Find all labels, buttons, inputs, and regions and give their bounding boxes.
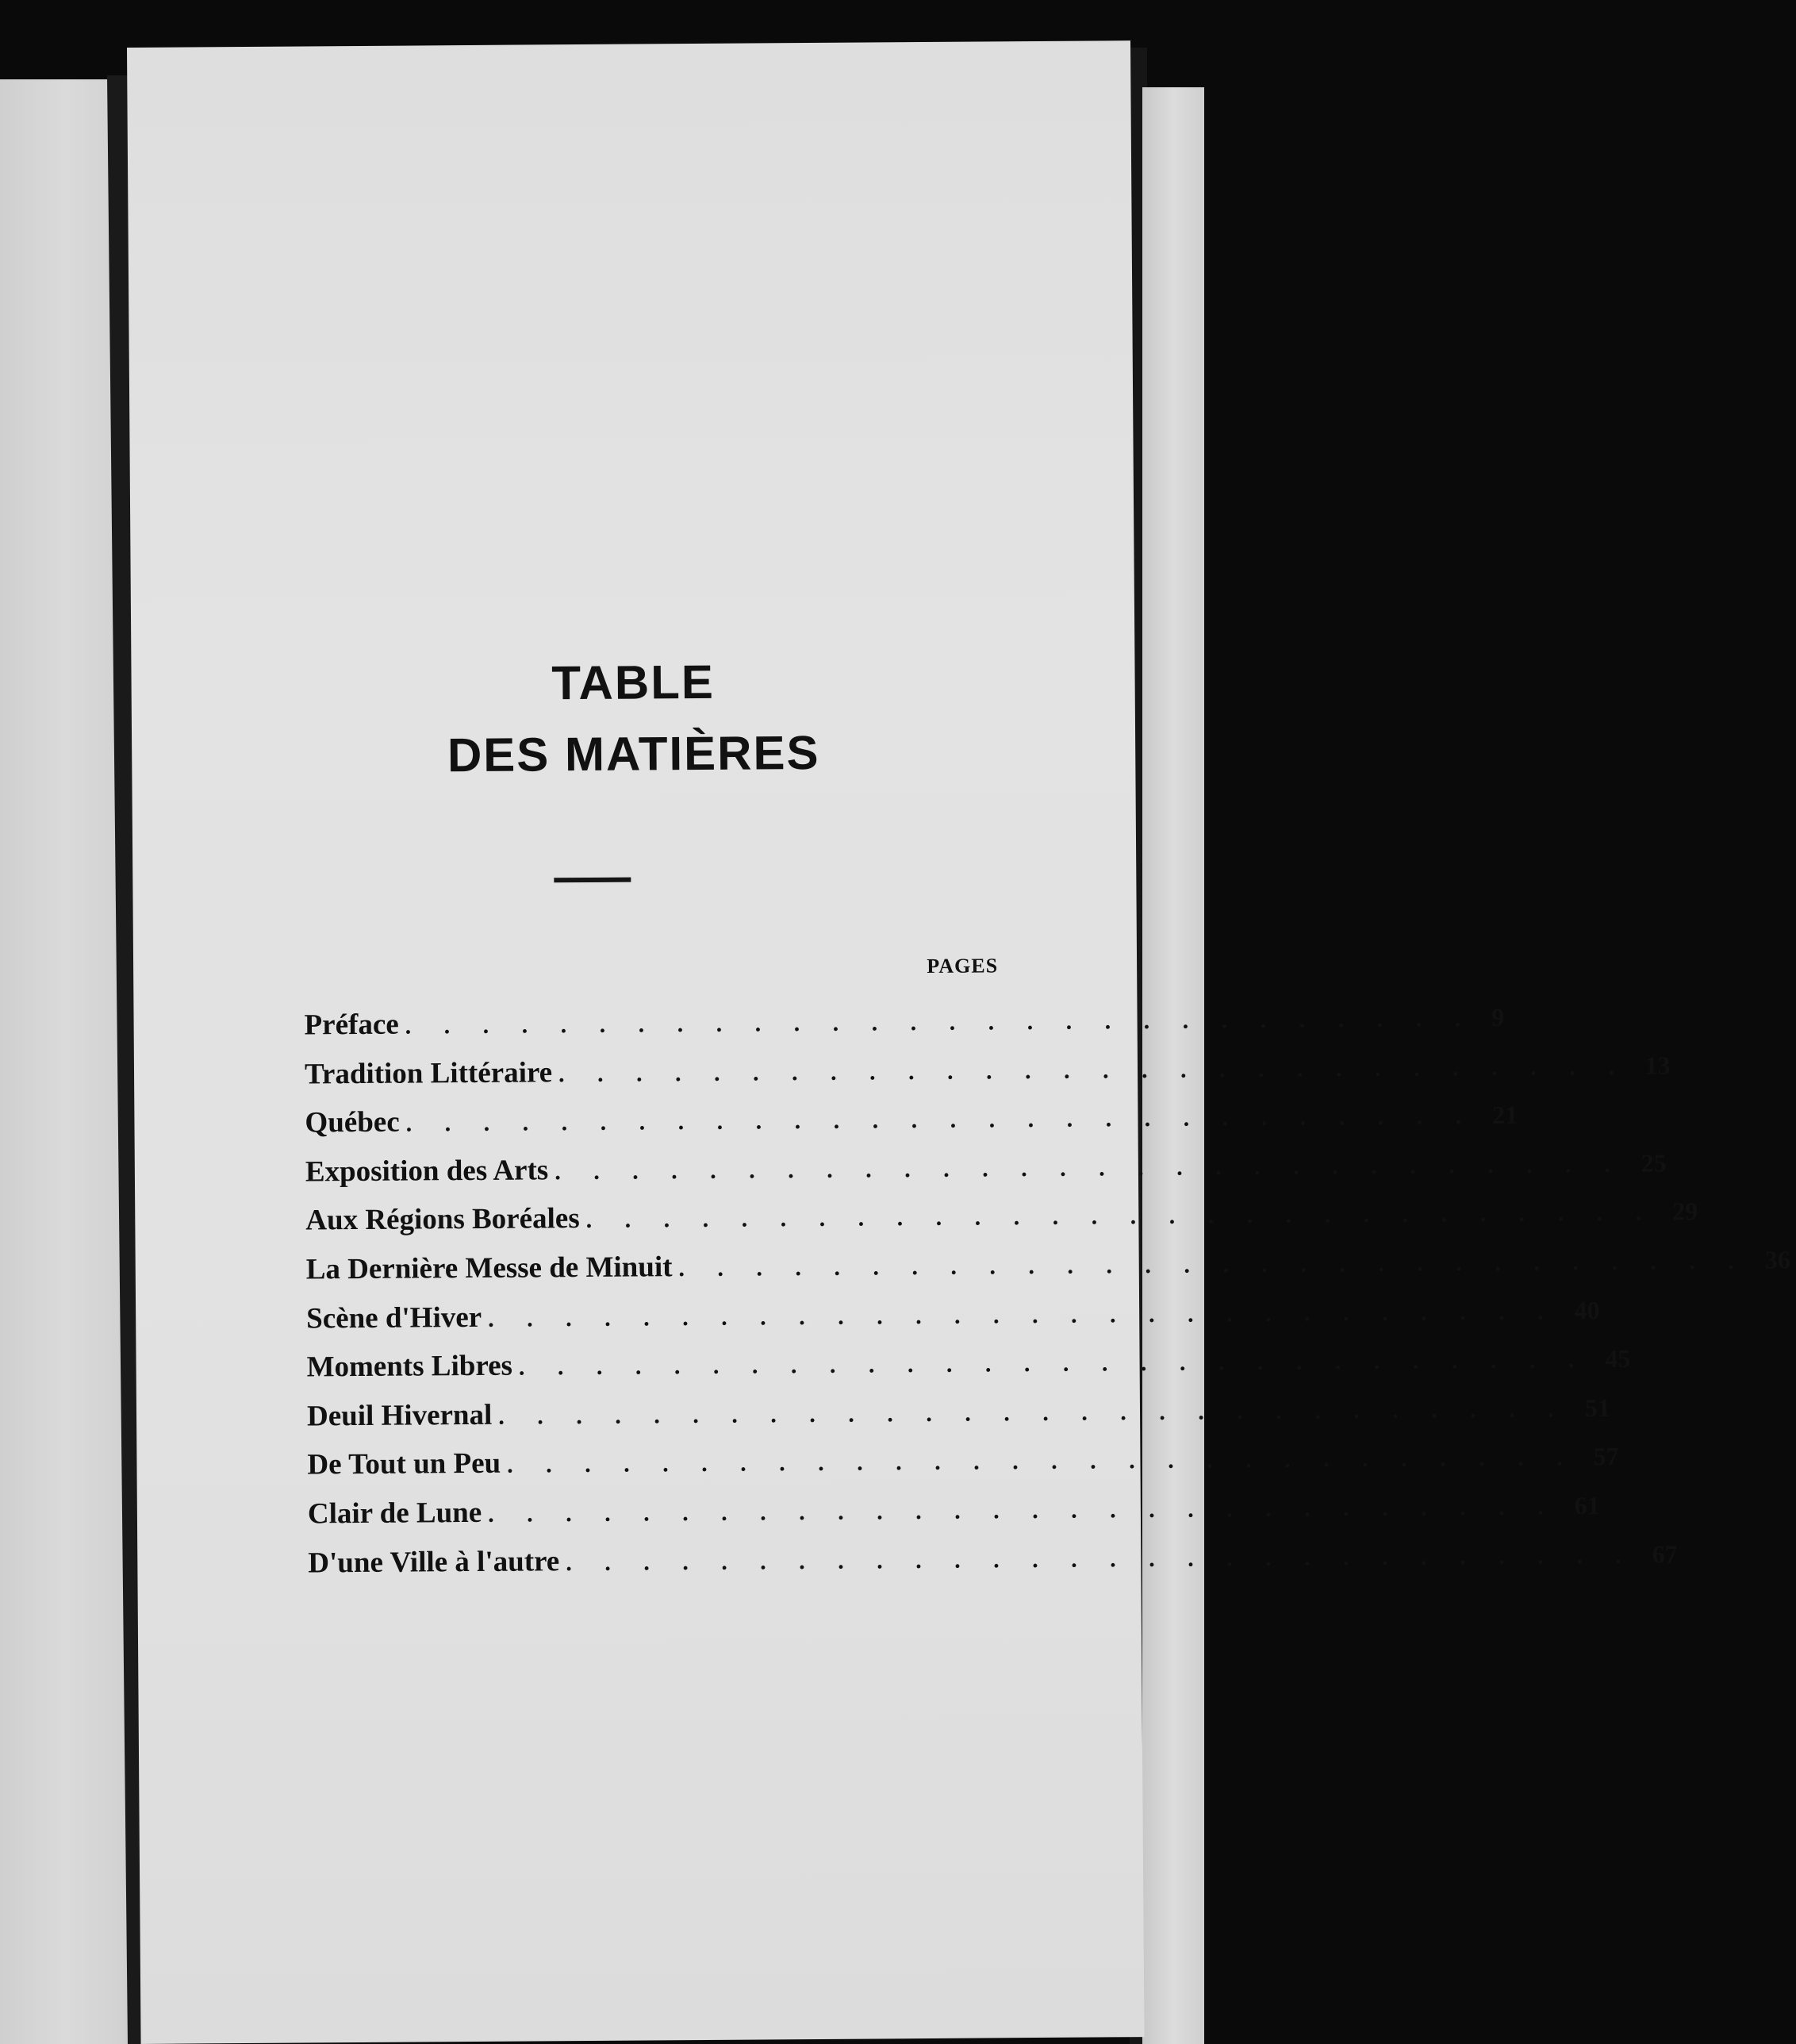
dot-leader: . . . . . . . . . . . . . . . . . . . . . . . . . . . . — [488, 1298, 1557, 1332]
toc-entry[interactable] — [306, 1343, 1631, 1399]
toc-entry[interactable] — [307, 1491, 1600, 1546]
dot-leader: . . . . . . . . . . . . . . . . . . . . . . . . . . . . — [405, 1103, 1476, 1137]
toc-entry-title: Exposition des Arts — [305, 1154, 549, 1189]
toc-entry-title: Deuil Hivernal — [306, 1398, 493, 1433]
toc-entry-page: 29 — [1671, 1197, 1698, 1226]
toc-entry[interactable] — [304, 1002, 1505, 1057]
toc-entry[interactable] — [305, 1197, 1698, 1253]
toc-entry-title: Tradition Littéraire — [304, 1055, 553, 1091]
pages-column-header: PAGES — [927, 954, 999, 978]
dot-leader: . . . . . . . . . . . . . . . . . . . . . . . . . . . . — [555, 1151, 1624, 1185]
toc-entry-title: Clair de Lune — [307, 1496, 482, 1531]
toc-entry-page: 61 — [1574, 1491, 1600, 1520]
title-divider — [554, 878, 631, 883]
toc-entry-page: 25 — [1641, 1148, 1667, 1178]
toc-entry[interactable] — [306, 1393, 1610, 1448]
dot-leader: . . . . . . . . . . . . . . . . . . . . . . . . . . . . — [585, 1199, 1656, 1234]
toc-entry[interactable] — [305, 1148, 1667, 1204]
toc-entry[interactable] — [308, 1539, 1678, 1595]
toc-entry[interactable] — [306, 1295, 1600, 1350]
toc-entry-title: De Tout un Peu — [307, 1447, 501, 1481]
toc-entry-title: Scène d'Hiver — [306, 1301, 482, 1335]
toc-entry-title: Québec — [305, 1105, 400, 1139]
toc-entry-page: 21 — [1492, 1100, 1518, 1130]
toc-entry[interactable] — [307, 1442, 1619, 1497]
toc-entry-title: La Dernière Messe de Minuit — [305, 1251, 673, 1286]
toc-entry-title: Moments Libres — [306, 1349, 513, 1384]
toc-entry[interactable] — [304, 1051, 1671, 1106]
toc-entry-page: 40 — [1574, 1295, 1600, 1324]
dot-leader: . . . . . . . . . . . . . . . . . . . . . . . . . . . . — [566, 1542, 1635, 1576]
toc-entry-title: D'une Ville à l'autre — [308, 1544, 560, 1579]
dot-leader: . . . . . . . . . . . . . . . . . . . . . . . . . . . . — [507, 1444, 1576, 1479]
dot-leader: . . . . . . . . . . . . . . . . . . . . . . . . . . . . — [488, 1493, 1557, 1527]
toc-list — [304, 1002, 1791, 1594]
toc-entry-page: 13 — [1644, 1051, 1671, 1080]
toc-entry-page: 9 — [1491, 1002, 1505, 1032]
toc-entry-title: Aux Régions Boréales — [305, 1202, 580, 1237]
page-title: TABLE — [551, 655, 716, 710]
toc-entry-page: 45 — [1605, 1343, 1631, 1374]
dot-leader: . . . . . . . . . . . . . . . . . . . . . . . . . . . . — [405, 1005, 1475, 1039]
toc-entry-page: 36 — [1764, 1245, 1791, 1274]
page-subtitle: DES MATIÈRES — [447, 725, 820, 782]
toc-entry-page: 67 — [1652, 1539, 1678, 1569]
dot-leader: . . . . . . . . . . . . . . . . . . . . . . . . . . . . — [518, 1347, 1588, 1381]
dot-leader: . . . . . . . . . . . . . . . . . . . . . . . . . . . . — [498, 1396, 1568, 1430]
dot-leader: . . . . . . . . . . . . . . . . . . . . . . . . . . . . — [678, 1247, 1748, 1282]
toc-entry-title: Préface — [304, 1008, 399, 1042]
toc-entry-page: 57 — [1593, 1442, 1619, 1471]
toc-entry-page: 51 — [1584, 1393, 1610, 1422]
dot-leader: . . . . . . . . . . . . . . . . . . . . . . . . . . . . — [558, 1053, 1628, 1087]
table-of-contents-page — [127, 40, 1791, 2044]
toc-entry[interactable] — [305, 1245, 1791, 1301]
toc-entry[interactable] — [305, 1100, 1518, 1155]
